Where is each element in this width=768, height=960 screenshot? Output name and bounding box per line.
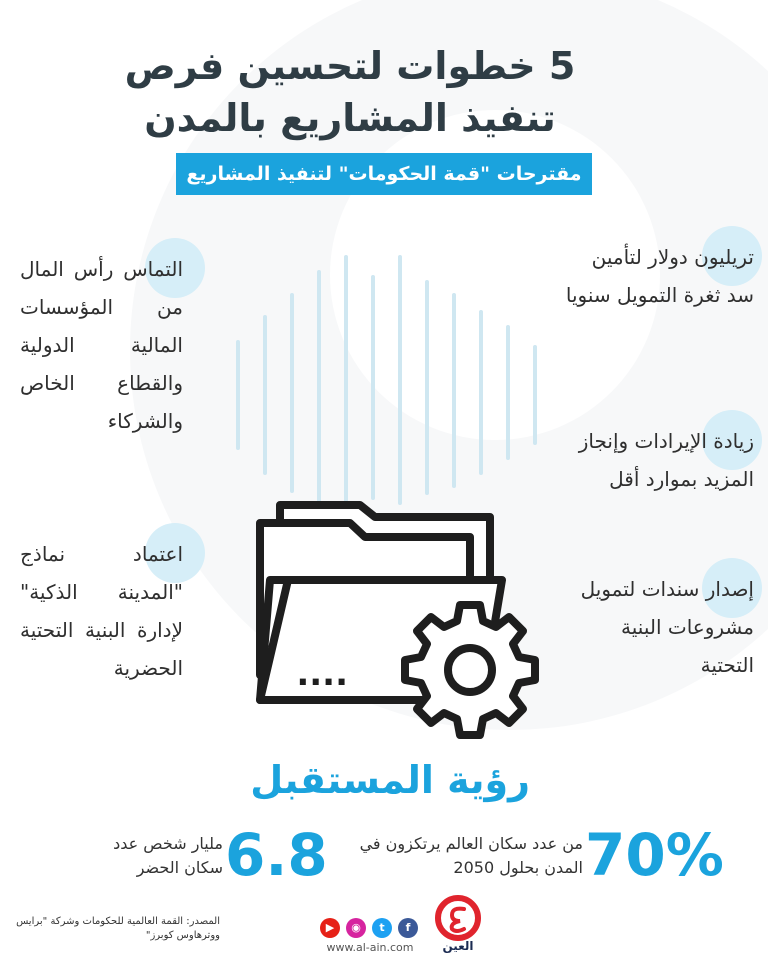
website-link[interactable]: www.al-ain.com xyxy=(326,941,414,954)
stat-percent-value: 70% xyxy=(585,821,724,889)
step-left-1 xyxy=(20,250,183,440)
stat-population-value: 6.8 xyxy=(225,821,328,889)
al-ain-logo xyxy=(430,895,486,959)
folder-gear-graphic xyxy=(240,495,550,745)
folder-dots: .... xyxy=(296,654,348,694)
bar xyxy=(533,345,537,445)
page-title xyxy=(120,40,580,144)
title-line-2: تنفيذ المشاريع بالمدن xyxy=(144,96,556,140)
social-icons xyxy=(320,918,420,940)
gear-icon xyxy=(405,605,535,735)
facebook-icon[interactable]: f xyxy=(398,918,418,938)
bar xyxy=(371,275,375,500)
stat-percent-text: من عدد سكان العالم يرتكزون في المدن بحلول 2050 xyxy=(359,834,583,877)
instagram-icon[interactable]: ◉ xyxy=(346,918,366,938)
title-line-1: 5 خطوات لتحسين فرص xyxy=(124,44,576,88)
step-text: زيادة الإيرادات وإنجاز المزيد بموارد أقل xyxy=(578,429,754,491)
bar xyxy=(479,310,483,475)
step-text: تريليون دولار لتأمين سد ثغرة التمويل سنويا xyxy=(565,245,754,307)
youtube-icon[interactable]: ▶ xyxy=(320,918,340,938)
bar xyxy=(290,293,294,493)
step-text: إصدار سندات لتمويل مشروعات البنية التحتية xyxy=(580,577,754,677)
step-right-2 xyxy=(564,422,754,498)
logo-mark xyxy=(430,895,486,941)
bar xyxy=(506,325,510,460)
subtitle-banner: مقترحات "قمة الحكومات" لتنفيذ المشاريع xyxy=(176,153,592,195)
twitter-icon[interactable]: t xyxy=(372,918,392,938)
bar xyxy=(263,315,267,475)
step-text: التماس رأس المال من المؤسسات المالية الدولية والقطاع الخاص والشركاء xyxy=(20,257,183,433)
future-vision-heading: رؤية المستقبل xyxy=(250,758,530,802)
bar xyxy=(236,340,240,450)
decorative-bars xyxy=(236,255,546,505)
step-text: اعتماد نماذج "المدينة الذكية" لإدارة البنية التحتية الحضرية xyxy=(20,542,183,680)
bar xyxy=(344,255,348,505)
step-left-2 xyxy=(20,535,183,687)
logo-name: العين xyxy=(442,939,474,953)
bar xyxy=(398,255,402,505)
bar xyxy=(425,280,429,495)
bar xyxy=(317,270,321,505)
source-note: المصدر: القمة العالمية للحكومات وشركة "برايس ووترهاوس كوبرز" xyxy=(16,916,220,941)
stat-population-text: مليار شخص عدد سكان الحضر xyxy=(113,834,223,877)
bar xyxy=(452,293,456,488)
step-right-3 xyxy=(564,570,754,684)
step-right-1 xyxy=(564,238,754,314)
folder-icon xyxy=(240,495,550,745)
